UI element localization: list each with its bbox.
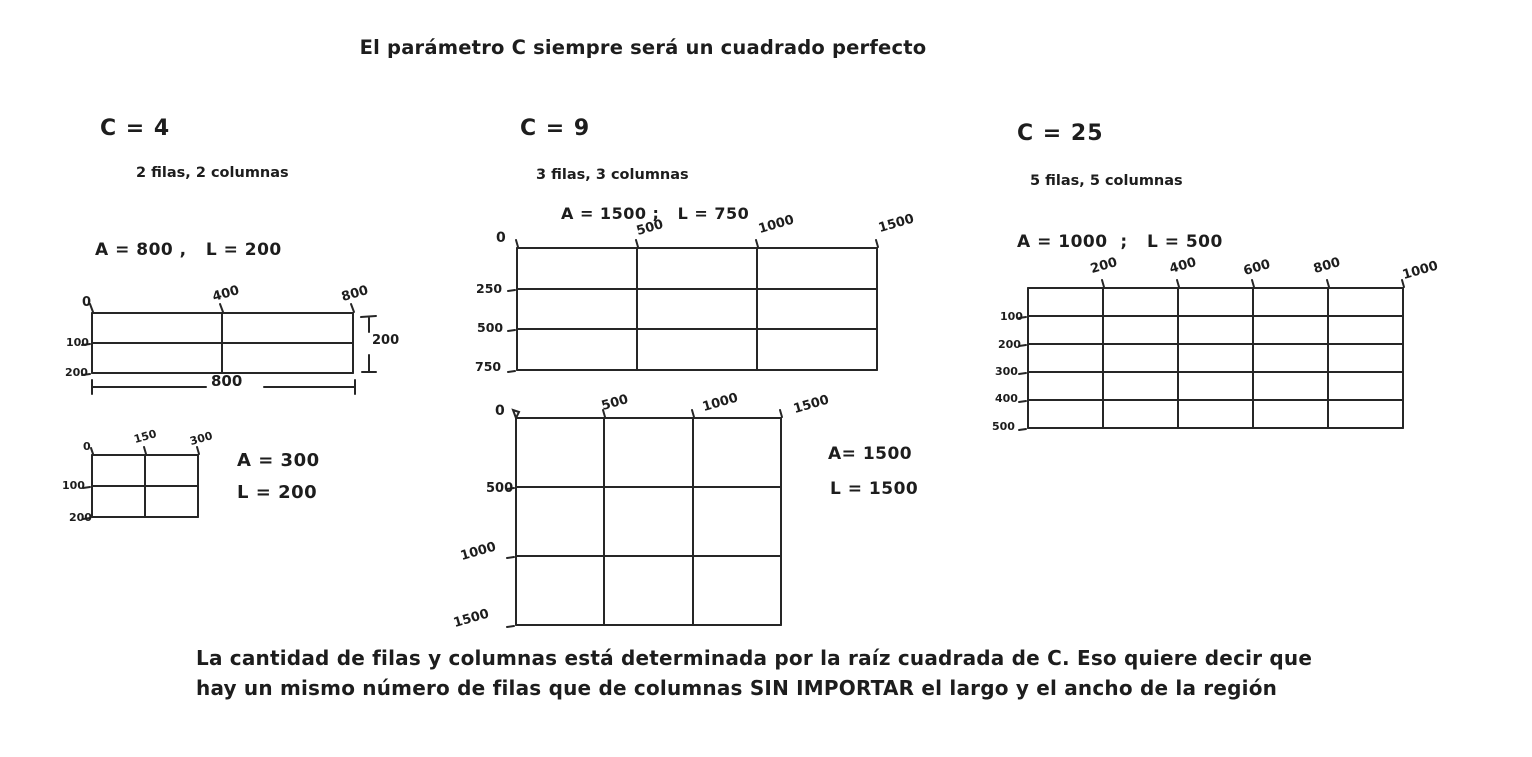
x-tick-label: 1000 (756, 212, 796, 237)
y-tick-label: 100 (1000, 310, 1023, 323)
y-tick-label: 100 (66, 336, 89, 349)
length-label: L = 200 (237, 482, 318, 503)
grid-sketch-c25 (1016, 278, 1416, 438)
y-tick-label: 750 (475, 359, 502, 374)
rows-cols-note-3: 5 filas, 5 columnas (1030, 173, 1183, 189)
c-value-label-2: C = 9 (520, 116, 591, 141)
x-tick-label: 800 (339, 283, 371, 305)
x-tick-label: 0 (82, 295, 92, 310)
axis-ticks (508, 240, 878, 372)
x-tick-label: 1500 (791, 392, 831, 417)
page-title: El parámetro C siempre será un cuadrado perfecto (359, 36, 927, 59)
rows-cols-note-2: 3 filas, 3 columnas (536, 167, 689, 183)
c-value-label-3: C = 25 (1017, 121, 1104, 146)
x-tick-label: 1500 (876, 211, 916, 236)
x-tick-label: 800 (1311, 255, 1343, 277)
axis-ticks (507, 410, 782, 627)
x-tick-label: 0 (83, 440, 91, 453)
height-brace-label: 200 (372, 333, 400, 348)
x-tick-label: 150 (132, 427, 159, 446)
grid-lines (92, 313, 353, 373)
x-tick-label: 300 (188, 429, 215, 448)
y-tick-label: 200 (69, 511, 92, 524)
x-tick-label: 400 (1167, 255, 1199, 277)
length-label: L = 1500 (830, 479, 919, 499)
y-tick-label: 500 (486, 481, 514, 496)
y-tick-label: 250 (476, 281, 503, 296)
x-tick-label: 0 (496, 230, 506, 246)
grid-lines (1028, 288, 1403, 428)
grid-lines (92, 455, 198, 517)
y-tick-label: 500 (992, 420, 1015, 433)
x-tick-label: 600 (1241, 257, 1273, 279)
footer-line-2: hay un mismo número de filas que de columnas SIN IMPORTAR el largo y el ancho de la región (196, 676, 1278, 700)
x-tick-label: 200 (1088, 255, 1120, 277)
y-tick-label: 200 (998, 338, 1021, 351)
x-tick-label: 1000 (1400, 258, 1440, 283)
area-length-params-3: A = 1000 ; L = 500 (1017, 232, 1223, 252)
rows-cols-note-1: 2 filas, 2 columnas (136, 165, 289, 181)
area-label: A = 300 (237, 450, 320, 471)
axis-ticks (82, 304, 354, 375)
area-length-params-2: A = 1500 ; L = 750 (561, 204, 750, 223)
grid-sketch-c9-square (504, 408, 794, 633)
y-tick-label: 300 (995, 365, 1018, 378)
x-tick-label: 0 (495, 403, 505, 419)
axis-ticks (1019, 280, 1404, 430)
grid-sketch-c9-wide (505, 238, 890, 378)
axis-ticks (83, 447, 199, 519)
c-value-label-1: C = 4 (100, 116, 171, 141)
y-tick-label: 100 (62, 479, 85, 492)
grid-lines (517, 248, 877, 370)
x-tick-label: 1000 (700, 390, 740, 415)
grid-sketch-c4-small (80, 445, 210, 525)
x-tick-label: 500 (634, 217, 666, 239)
x-tick-label: 400 (210, 283, 242, 305)
grid-lines (516, 418, 781, 625)
y-tick-label: 1500 (451, 606, 491, 631)
width-brace-label: 800 (211, 372, 243, 390)
y-tick-label: 400 (995, 392, 1018, 405)
area-length-params-1: A = 800 , L = 200 (95, 240, 282, 260)
origin-arrow (513, 410, 519, 418)
y-tick-label: 500 (477, 320, 504, 335)
footer-line-1: La cantidad de filas y columnas está determinada por la raíz cuadrada de C. Eso quiere decir que (196, 646, 1313, 670)
area-label: A= 1500 (828, 444, 913, 464)
x-tick-label: 500 (599, 392, 631, 414)
y-tick-label: 1000 (458, 539, 498, 564)
y-tick-label: 200 (65, 366, 88, 379)
